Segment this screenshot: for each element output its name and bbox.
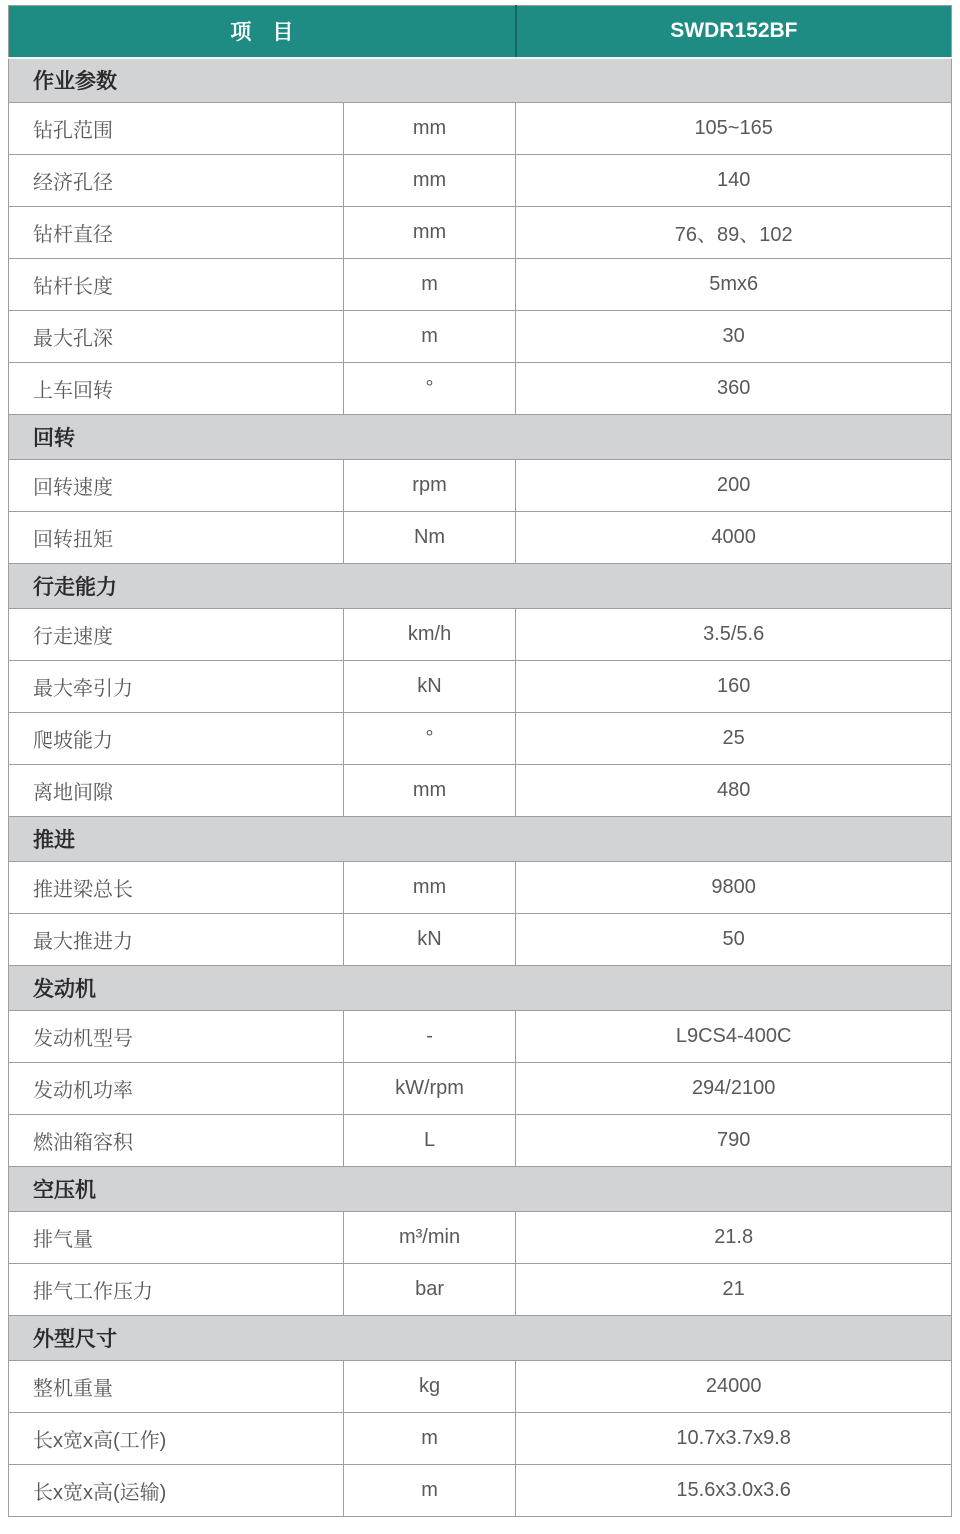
- param-name-cell: 离地间隙: [9, 765, 344, 817]
- spec-row: [9, 661, 952, 713]
- spec-row: [9, 1063, 952, 1115]
- param-value-cell: 105~165: [516, 103, 952, 155]
- spec-row: [9, 1413, 952, 1465]
- param-unit-cell: m: [343, 1465, 516, 1517]
- param-value-cell: 360: [516, 363, 952, 415]
- param-unit-cell: kg: [343, 1361, 516, 1413]
- param-name-cell: 发动机型号: [9, 1011, 344, 1063]
- param-value-cell: 50: [516, 914, 952, 966]
- section-title: 行走能力: [9, 564, 952, 609]
- spec-table: [8, 5, 952, 1517]
- param-name-cell: 上车回转: [9, 363, 344, 415]
- param-value-cell: 21.8: [516, 1212, 952, 1264]
- param-unit-cell: Nm: [343, 512, 516, 564]
- param-value-cell: 790: [516, 1115, 952, 1167]
- spec-row: [9, 1361, 952, 1413]
- section-title: 发动机: [9, 966, 952, 1011]
- param-name-cell: 爬坡能力: [9, 713, 344, 765]
- spec-row: [9, 155, 952, 207]
- param-unit-cell: km/h: [343, 609, 516, 661]
- param-value-cell: 10.7x3.7x9.8: [516, 1413, 952, 1465]
- spec-row: [9, 460, 952, 512]
- param-value-cell: 15.6x3.0x3.6: [516, 1465, 952, 1517]
- param-unit-cell: mm: [343, 155, 516, 207]
- param-name-cell: 整机重量: [9, 1361, 344, 1413]
- section-header-row: [9, 1167, 952, 1212]
- param-name-cell: 回转速度: [9, 460, 344, 512]
- param-value-cell: 160: [516, 661, 952, 713]
- param-unit-cell: mm: [343, 207, 516, 259]
- param-unit-cell: bar: [343, 1264, 516, 1316]
- param-value-cell: 30: [516, 311, 952, 363]
- section-title: 推进: [9, 817, 952, 862]
- param-value-cell: 9800: [516, 862, 952, 914]
- param-unit-cell: m: [343, 311, 516, 363]
- table-header-row: [9, 6, 952, 58]
- param-unit-cell: m: [343, 259, 516, 311]
- spec-row: [9, 1465, 952, 1517]
- param-value-cell: 140: [516, 155, 952, 207]
- spec-row: [9, 609, 952, 661]
- spec-row: [9, 862, 952, 914]
- param-name-cell: 行走速度: [9, 609, 344, 661]
- param-value-cell: L9CS4-400C: [516, 1011, 952, 1063]
- param-unit-cell: °: [343, 363, 516, 415]
- param-name-cell: 最大推进力: [9, 914, 344, 966]
- section-header-row: [9, 415, 952, 460]
- header-item-label: 项 目: [9, 6, 516, 58]
- section-header-row: [9, 817, 952, 862]
- section-title: 回转: [9, 415, 952, 460]
- param-unit-cell: L: [343, 1115, 516, 1167]
- param-value-cell: 200: [516, 460, 952, 512]
- param-value-cell: 24000: [516, 1361, 952, 1413]
- spec-row: [9, 1264, 952, 1316]
- spec-row: [9, 713, 952, 765]
- param-unit-cell: m: [343, 1413, 516, 1465]
- section-header-row: [9, 58, 952, 103]
- spec-row: [9, 512, 952, 564]
- param-unit-cell: mm: [343, 103, 516, 155]
- param-unit-cell: kN: [343, 661, 516, 713]
- param-name-cell: 钻杆直径: [9, 207, 344, 259]
- section-title: 作业参数: [9, 58, 952, 103]
- param-value-cell: 76、89、102: [516, 207, 952, 259]
- param-name-cell: 发动机功率: [9, 1063, 344, 1115]
- param-name-cell: 最大孔深: [9, 311, 344, 363]
- spec-row: [9, 207, 952, 259]
- param-unit-cell: °: [343, 713, 516, 765]
- param-name-cell: 长x宽x高(运输): [9, 1465, 344, 1517]
- param-unit-cell: m³/min: [343, 1212, 516, 1264]
- section-header-row: [9, 1316, 952, 1361]
- param-unit-cell: kN: [343, 914, 516, 966]
- param-value-cell: 3.5/5.6: [516, 609, 952, 661]
- section-header-row: [9, 564, 952, 609]
- param-unit-cell: kW/rpm: [343, 1063, 516, 1115]
- param-name-cell: 最大牵引力: [9, 661, 344, 713]
- spec-row: [9, 103, 952, 155]
- spec-row: [9, 1212, 952, 1264]
- param-name-cell: 长x宽x高(工作): [9, 1413, 344, 1465]
- param-name-cell: 推进梁总长: [9, 862, 344, 914]
- param-value-cell: 5mx6: [516, 259, 952, 311]
- spec-table-body: [9, 58, 952, 1517]
- param-name-cell: 回转扭矩: [9, 512, 344, 564]
- param-unit-cell: mm: [343, 862, 516, 914]
- header-model-label: SWDR152BF: [516, 6, 952, 58]
- section-title: 外型尺寸: [9, 1316, 952, 1361]
- param-name-cell: 排气量: [9, 1212, 344, 1264]
- param-name-cell: 经济孔径: [9, 155, 344, 207]
- param-unit-cell: rpm: [343, 460, 516, 512]
- section-title: 空压机: [9, 1167, 952, 1212]
- param-value-cell: 294/2100: [516, 1063, 952, 1115]
- param-value-cell: 4000: [516, 512, 952, 564]
- spec-row: [9, 1011, 952, 1063]
- spec-row: [9, 311, 952, 363]
- spec-row: [9, 914, 952, 966]
- spec-row: [9, 363, 952, 415]
- param-name-cell: 排气工作压力: [9, 1264, 344, 1316]
- param-value-cell: 21: [516, 1264, 952, 1316]
- param-name-cell: 燃油箱容积: [9, 1115, 344, 1167]
- param-name-cell: 钻孔范围: [9, 103, 344, 155]
- param-unit-cell: -: [343, 1011, 516, 1063]
- param-value-cell: 480: [516, 765, 952, 817]
- section-header-row: [9, 966, 952, 1011]
- param-unit-cell: mm: [343, 765, 516, 817]
- param-name-cell: 钻杆长度: [9, 259, 344, 311]
- spec-row: [9, 1115, 952, 1167]
- spec-row: [9, 259, 952, 311]
- spec-row: [9, 765, 952, 817]
- param-value-cell: 25: [516, 713, 952, 765]
